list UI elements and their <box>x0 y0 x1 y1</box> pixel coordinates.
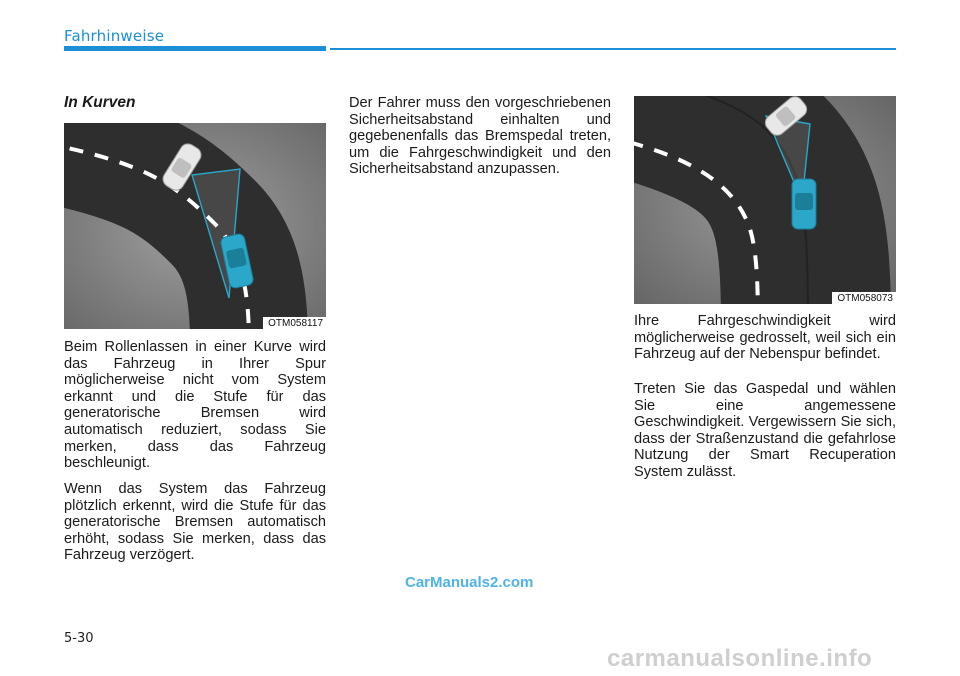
watermark-link[interactable]: CarManuals2.com <box>405 574 534 591</box>
figure-code: OTM058073 <box>832 292 896 304</box>
right-paragraph-2: Treten Sie das Gaspedal und wählen Sie eine angemessene Geschwindigkeit. Vergewissern Sie sich, dass der Straßenzustand die gefahrlose Nutzung der Smart Recuperation System zulässt. <box>634 381 896 480</box>
right-paragraph-1: Ihre Fahrgeschwindigkeit wird möglicherweise gedrosselt, weil sich ein Fahrzeug auf der Nebenspur befindet. <box>634 313 896 363</box>
header-rule-thin <box>330 48 896 50</box>
section-heading: In Kurven <box>64 94 136 111</box>
header-rule-thick <box>64 46 326 51</box>
left-paragraph-2: Wenn das System das Fahrzeug plötzlich erkennt, wird die Stufe für das generatorische Bremsen automatisch erhöht, sodass Sie merken, dass das Fahrzeug verzögert. <box>64 481 326 564</box>
footer-watermark: carmanualsonline.info <box>607 645 873 672</box>
curve-road-illustration <box>64 123 326 329</box>
adjacent-lane-illustration <box>634 96 896 304</box>
figure-code: OTM058117 <box>263 317 326 329</box>
page-number: 5-30 <box>64 631 94 646</box>
middle-paragraph-1: Der Fahrer muss den vorgeschriebenen Sicherheitsabstand einhalten und gegebenenfalls das Bremspedal treten, um die Fahrgeschwindigkeit und den Sicherheitsabstand anzupassen. <box>349 95 611 178</box>
figure-curve-following <box>64 123 326 329</box>
section-title: Fahrhinweise <box>64 27 165 45</box>
left-paragraph-1: Beim Rollenlassen in einer Kurve wird das Fahrzeug in Ihrer Spur möglicherweise nicht vom System erkannt und die Stufe für das generatorische Bremsen wird automatisch reduziert, sodass Sie merken, dass das Fahrzeug beschleunigt. <box>64 339 326 472</box>
figure-adjacent-lane <box>634 96 896 304</box>
